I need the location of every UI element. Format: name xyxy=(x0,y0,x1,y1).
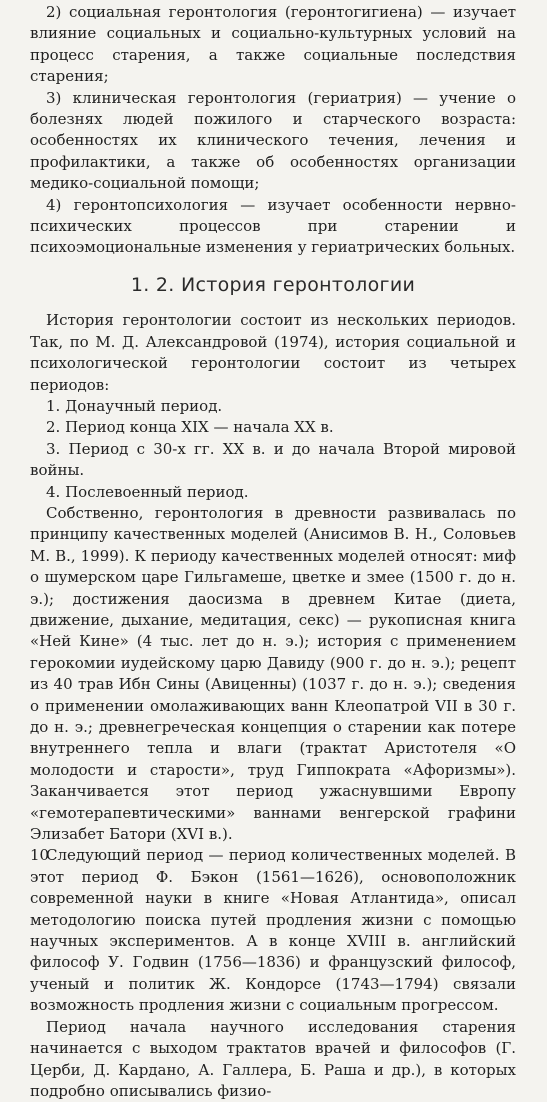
period-list-item: 1. Донаучный период. xyxy=(46,396,223,415)
paragraph-scientific-research: Период начала научного исследования старения начинается с выходом трактатов врачей и философов (Г. Церби, Д. Кардано, А. Галлера, Б. Раша и др.), в которых подробно описывались физио- xyxy=(30,1017,516,1100)
list-item-gerontopsychology: 4) геронтопсихология — изучает особенности нервно-психических процессов при старении и психоэмоциональные изменения у гериатрических больных. xyxy=(30,195,516,257)
section-heading: 1. 2. История геронтологии xyxy=(130,273,416,296)
page-number: 10 xyxy=(30,846,50,864)
page-body xyxy=(30,2,516,1102)
period-list-item: 2. Период конца XIX — начала XX в. xyxy=(46,418,334,437)
paragraph-intro: История геронтологии состоит из нескольких периодов. Так, по М. Д. Александровой (1974), история социальной и психологической геронтологии состоит из четырех периодов: xyxy=(30,311,516,394)
period-list-item: 3. Период с 30-х гг. XX в. и до начала Второй мировой войны. xyxy=(30,439,516,480)
list-item-clinical-gerontology: 3) клиническая геронтология (гериатрия) — учение о болезнях людей пожилого и старческого возраста: особенностях их клинического течения, лечения и профилактики, а также об особенностях организации медико-социальной помощи; xyxy=(30,88,516,193)
paragraph-quantitative-models: Следующий период — период количественных моделей. В этот период Ф. Бэкон (1561—1626), основоположник современной науки в книге «Новая Атлантида», описал методологию поиска путей продления жизни с помощью научных экспериментов. А в конце XVIII в. английский философ У. Годвин (1756—1836) и французский философ, ученый и политик Ж. Кондорсе (1743—1794) связали возможность продления жизни с социальным прогрессом. xyxy=(30,846,516,1015)
paragraph-qualitative-models: Собственно, геронтология в древности развивалась по принципу качественных моделей (Анисимов В. Н., Соловьев М. В., 1999). К периоду качественных моделей относят: миф о шумерском царе Гильгамеше, цветке и змее (1500 г. до н. э.); достижения даосизма в древнем Китае (диета, движение, дыхание, медитация, секс) — рукописная книга «Ней Кине» (4 тыс. лет до н. э.); история с применением герокомии иудейскому царю Давиду (900 г. до н. э.); рецепт из 40 трав Ибн Сины (Авиценны) (1037 г. до н. э.); сведения о применении омолаживающих ванн Клеопатрой VII в 30 г. до н. э.; древнегреческая концепция о старении как потере внутреннего тепла и влаги (трактат Аристотеля «О молодости и старости», труд Гиппократа «Афоризмы»). Заканчивается этот период ужаснувшими Европу «гемотерапевтическими» ваннами венгерской графини Элизабет Батори (XVI в.). xyxy=(30,503,516,844)
period-list-item: 4. Послевоенный период. xyxy=(46,482,249,501)
list-item-social-gerontology: 2) социальная геронтология (геронтогигиена) — изучает влияние социальных и социально-культурных условий на процесс старения, а также социальные последствия старения; xyxy=(30,3,516,86)
